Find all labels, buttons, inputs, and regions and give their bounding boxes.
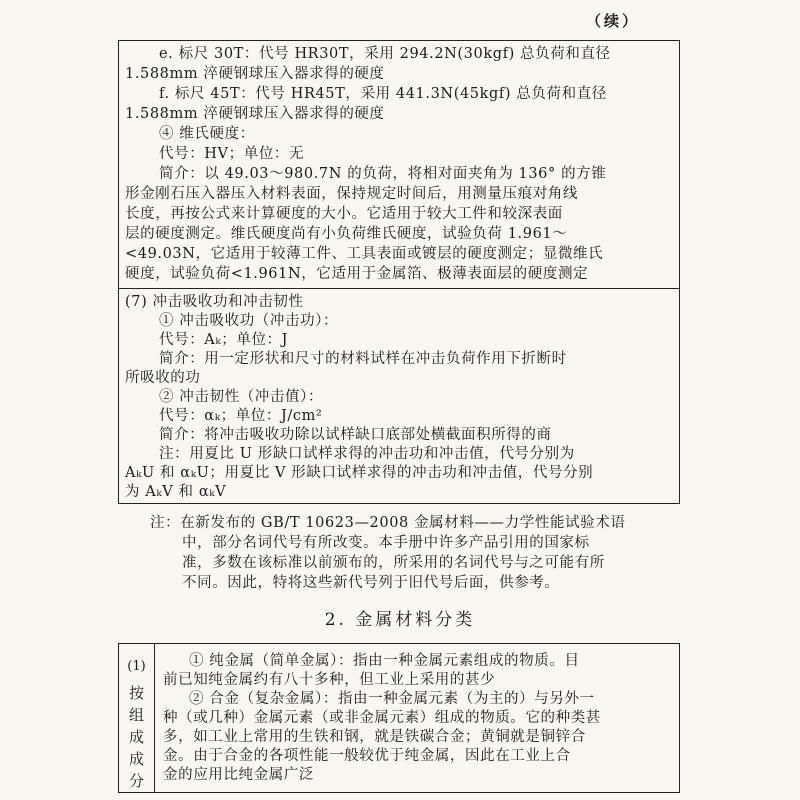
impact-section [119,289,679,503]
text-line: 前已知纯金属约有八十多种，但工业上采用的甚少 [163,672,496,688]
section-title: (7) 冲击吸收功和冲击韧性 [125,294,304,310]
row-label-char: 分 [128,772,144,790]
text-line: 所吸收的功 [125,370,201,386]
text-line: 金。由于合金的各项性能一般较优于纯金属，因此在工业上合 [163,748,571,764]
text-line: 简介：用一定形状和尺寸的材料试样在冲击负荷作用下折断时 [159,351,567,367]
text-line: 1.588mm 淬硬钢球压入器求得的硬度 [125,106,385,122]
row-label [119,644,155,792]
row-label-char: 成 [128,728,144,746]
text-line: 1.588mm 淬硬钢球压入器求得的硬度 [125,66,385,82]
text-line: 代号：αₖ；单位：J/cm² [159,408,323,424]
text-line: AₖU 和 αₖU；用夏比 V 形缺口试样求得的冲击功和冲击值，代号分别 [125,465,594,481]
text-line: f. 标尺 45T：代号 HR45T，采用 441.3N(45kgf) 总负荷和直径 [159,86,607,102]
text-line: 注：用夏比 U 形缺口试样求得的冲击功和冲击值，代号分别为 [159,446,575,462]
row-label-char: 成 [128,750,144,768]
text-line: 简介：以 49.03～980.7N 的负荷，将相对面夹角为 136° 的方锥 [159,166,607,182]
continued-marker: （续） [585,12,640,30]
text-line: 金的应用比纯金属广泛 [163,767,314,783]
text-line: 为 AₖV 和 αₖV [125,484,227,500]
text-line: 形金刚石压入器压入材料表面，保持规定时间后，用测量压痕对角线 [125,186,578,202]
text-line: ① 纯金属（简单金属）：指由一种金属元素组成的物质。目 [189,653,580,669]
note-line: 注：在新发布的 GB/T 10623—2008 金属材料——力学性能试验术语 [150,515,626,531]
text-line: 代号：Aₖ；单位：J [159,332,289,348]
text-line: 简介：将冲击吸收功除以试样缺口底部处横截面积所得的商 [159,427,552,443]
text-line: 代号：HV；单位：无 [159,146,305,162]
text-line: ② 冲击韧性（冲击值）： [159,389,324,405]
properties-table [118,40,680,504]
text-line: e. 标尺 30T：代号 HR30T，采用 294.2N(30kgf) 总负荷和直径 [159,46,611,62]
text-line: ② 合金（复杂金属）：指由一种金属元素（为主的）与另外一 [189,691,595,707]
text-line: <49.03N，它适用于较薄工件、工具表面或镀层的硬度测定；显微维氏 [125,246,604,262]
text-line: ④ 维氏硬度： [159,126,255,142]
note-line: 中，部分名词代号有所改变。本手册中许多产品引用的国家标 [182,535,590,551]
text-line: 多，如工业上常用的生铁和钢，就是铁碳合金；黄铜就是铜锌合 [163,729,586,745]
hardness-section [119,41,679,289]
text-line: 长度，再按公式来计算硬度的大小。它适用于较大工件和较深表面 [125,206,563,222]
classification-table [118,643,680,793]
text-line: 种（或几种）金属元素（或非金属元素）组成的物质。它的种类甚 [163,710,601,726]
note-line: 准，多数在该标准以前颁布的，所采用的名词代号与之可能有所 [182,555,605,571]
note-line: 不同。因此，特将这些新代号列于旧代号后面，供参考。 [182,575,560,591]
text-line: ① 冲击吸收功（冲击功）： [159,313,339,329]
row-label-number: (1) [127,659,146,674]
text-line: 硬度，试验负荷<1.961N，它适用于金属箔、极薄表面层的硬度测定 [125,266,589,282]
section-heading: 2. 金属材料分类 [324,610,476,630]
text-line: 层的硬度测定。维氏硬度尚有小负荷维氏硬度，试验负荷 1.961～ [125,226,568,242]
row-label-char: 按 [128,684,144,702]
row-label-char: 组 [128,706,144,724]
